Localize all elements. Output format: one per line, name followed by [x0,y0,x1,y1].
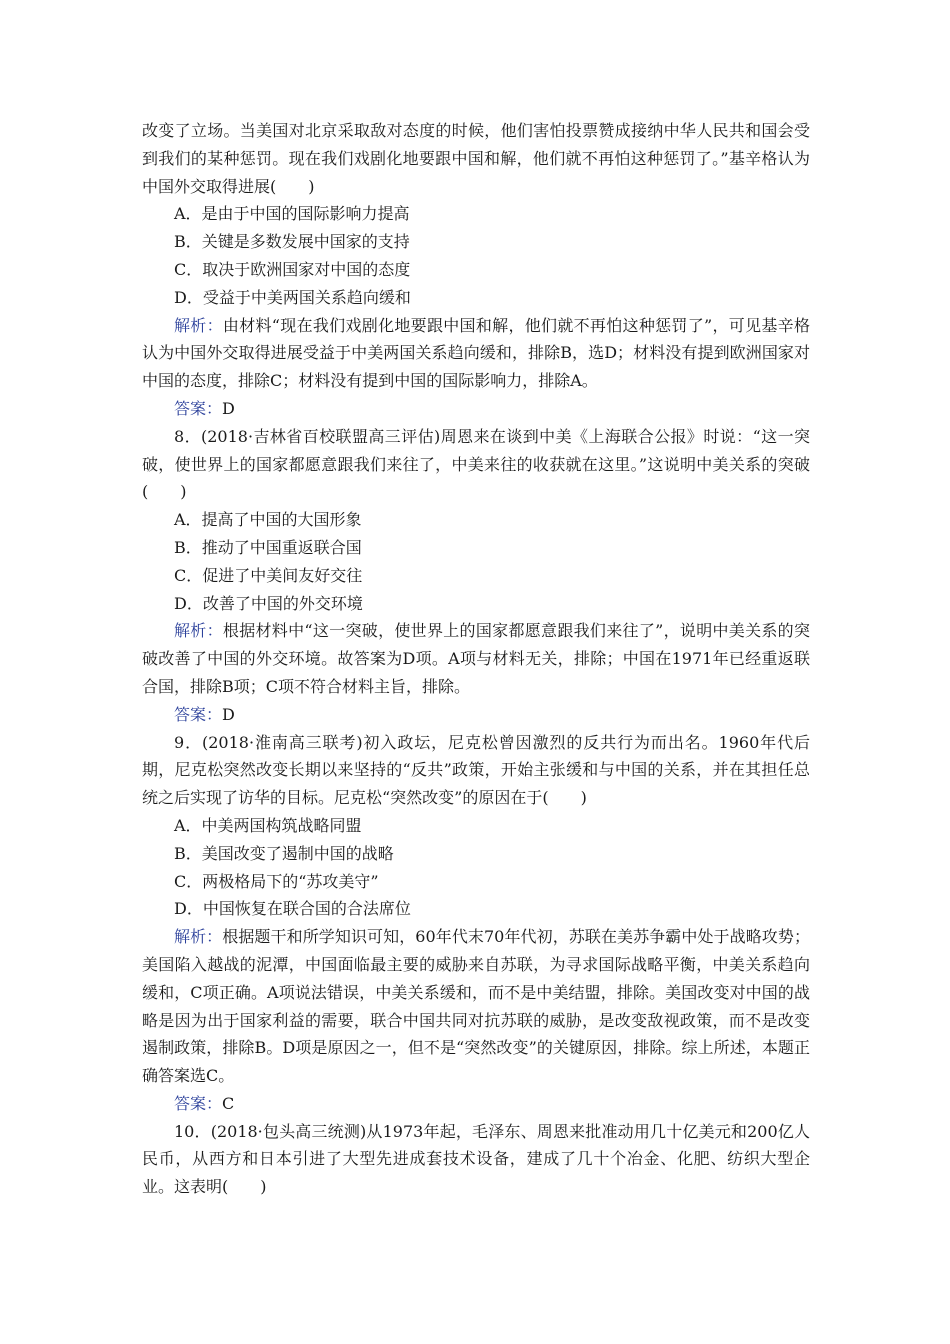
q8-answer-value: D [222,704,235,724]
q8-option-a: A．提高了中国的大国形象 [174,510,362,530]
question-stem-continued: 改变了立场。当美国对北京采取敌对态度的时候，他们害怕投票赞成接纳中华人民共和国会受到我们的某种惩罚。现在我们戏剧化地要跟中国和解，他们就不再怕这种惩罚了。”基辛格认为中国外交取得进展( ) [142,121,810,196]
q9-option-c: C．两极格局下的“苏攻美守” [174,871,379,891]
q8-option-d: D．改善了中国的外交环境 [174,593,363,613]
q8-option-c: C．促进了中美间友好交往 [174,565,363,585]
q8-option-b: B．推动了中国重返联合国 [174,537,362,557]
question-10-stem: 10．(2018·包头高三统测)从1973年起，毛泽东、周恩来批准动用几十亿美元和200亿人民币，从西方和日本引进了大型先进成套技术设备，建成了几十个冶金、化肥、纺织大型企业。这表明( ) [142,1121,810,1197]
analysis-paragraph [142,312,810,395]
q8-answer-label: 答案： [174,704,223,724]
question-9-stem: 9．(2018·淮南高三联考)初入政坛，尼克松曾因激烈的反共行为而出名。1960年代后期，尼克松突然改变长期以来坚持的“反共”政策，开始主张缓和与中国的关系，并在其担任总统之后实现了访华的目标。尼克松“突然改变”的原因在于( ) [142,732,810,808]
q9-analysis-text: 根据题干和所学知识可知，60年代末70年代初，苏联在美苏争霸中处于战略攻势；美国陷入越战的泥潭，中国面临最主要的威胁来自苏联，为寻求国际战略平衡，中美关系趋向缓和，C项正确。A项说法错误，中美关系缓和，而不是中美结盟，排除。美国改变对中国的战略是因为出于国家利益的需要，联合中国共同对抗苏联的威胁，是改变敌视政策，而不是改变遏制政策，排除B。D项是原因之一，但不是“突然改变”的关键原因，排除。综上所述，本题正确答案选C。 [142,927,810,1086]
analysis-text: 由材料“现在我们戏剧化地要跟中国和解，他们就不再怕这种惩罚了”，可见基辛格认为中国外交取得进展受益于中美两国关系趋向缓和，排除B，选D；材料没有提到欧洲国家对中国的态度，排除C；材料没有提到中国的国际影响力，排除A。 [142,315,810,391]
q9-analysis-label: 解析： [174,927,223,947]
q9-answer-label: 答案： [174,1093,223,1113]
q8-analysis-paragraph [142,617,810,700]
option-a: A．是由于中国的国际影响力提高 [174,204,410,224]
q9-answer-paragraph [142,1090,810,1118]
question-8-stem: 8．(2018·吉林省百校联盟高三评估)周恩来在谈到中美《上海联合公报》时说：“这一突破，使世界上的国家都愿意跟我们来往了，中美来往的收获就在这里。”这说明中美关系的突破( ) [142,426,810,502]
q9-option-a: A．中美两国构筑战略同盟 [174,815,362,835]
analysis-label: 解析： [174,315,223,335]
q9-option-b: B．美国改变了遏制中国的战略 [174,843,394,863]
q8-answer-paragraph [142,701,810,729]
option-b: B．关键是多数发展中国家的支持 [174,232,410,252]
document-page [142,117,810,1201]
q8-analysis-text: 根据材料中“这一突破，使世界上的国家都愿意跟我们来往了”，说明中美关系的突破改善了中国的外交环境。故答案为D项。A项与材料无关，排除；中国在1971年已经重返联合国，排除B项；C项不符合材料主旨，排除。 [142,621,810,696]
q9-option-d: D．中国恢复在联合国的合法席位 [174,899,411,919]
q8-analysis-label: 解析： [174,621,223,641]
answer-label: 答案： [174,398,223,418]
q9-analysis-paragraph [142,923,810,1090]
option-c: C．取决于欧洲国家对中国的态度 [174,259,411,279]
option-d: D．受益于中美两国关系趋向缓和 [174,287,411,307]
q9-answer-value: C [222,1093,235,1113]
answer-paragraph [142,395,810,423]
answer-value: D [222,398,235,418]
